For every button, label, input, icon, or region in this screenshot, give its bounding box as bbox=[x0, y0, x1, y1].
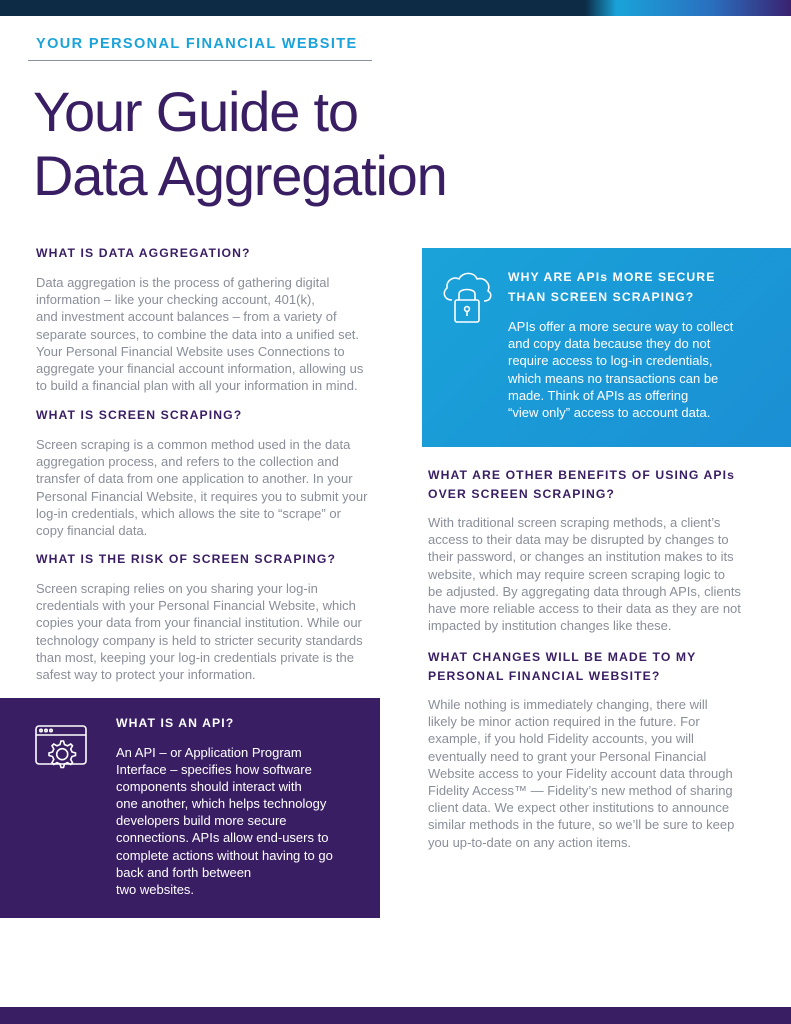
heading-line: WHY ARE APIs MORE SECURE bbox=[508, 270, 716, 284]
section-body-risk-of-scraping bbox=[36, 580, 363, 683]
body-line: than most, keeping your log-in credentials private is the bbox=[36, 649, 354, 665]
section-heading-what-is-aggregation: WHAT IS DATA AGGREGATION? bbox=[36, 246, 251, 260]
body-line: aggregation process, and refers to the collection and bbox=[36, 454, 339, 470]
cloud-lock-icon bbox=[440, 270, 494, 328]
section-body-other-benefits bbox=[428, 514, 741, 634]
body-line: be adjusted. By aggregating data through APIs, clients bbox=[428, 583, 741, 599]
body-line: eventually need to grant your Personal Financial bbox=[428, 748, 707, 764]
body-line: complete actions without having to go bbox=[116, 847, 333, 863]
body-line: credentials with your Personal Financial Website, which bbox=[36, 598, 356, 614]
body-line: similar methods in the future, so we’ll be sure to keep bbox=[428, 817, 735, 833]
body-line: technology company is held to stricter security standards bbox=[36, 632, 363, 648]
body-line: likely be minor action required in the future. For bbox=[428, 714, 700, 730]
heading-line: OVER SCREEN SCRAPING? bbox=[428, 487, 615, 501]
body-line: developers build more secure bbox=[116, 813, 287, 829]
body-line: two websites. bbox=[116, 881, 195, 897]
body-line: and investment account balances – from a variety of bbox=[36, 309, 337, 325]
body-line: you up-to-date on any action items. bbox=[428, 834, 632, 850]
browser-gear-icon bbox=[34, 724, 88, 776]
body-line: made. Think of APIs as offering bbox=[508, 387, 689, 403]
title-line: Data Aggregation bbox=[33, 144, 447, 207]
section-body-what-changes bbox=[428, 696, 734, 851]
body-line: access to their data may be disrupted by changes to bbox=[428, 532, 729, 548]
body-line: Interface – specifies how software bbox=[116, 762, 312, 778]
api-callout-heading: WHAT IS AN API? bbox=[116, 716, 235, 730]
body-line: While nothing is immediately changing, there will bbox=[428, 697, 708, 712]
heading-line: PERSONAL FINANCIAL WEBSITE? bbox=[428, 669, 661, 683]
why-secure-heading bbox=[508, 268, 715, 307]
body-line: Your Personal Financial Website uses Connections to bbox=[36, 343, 345, 359]
body-line: With traditional screen scraping methods, a client’s bbox=[428, 515, 721, 530]
body-line: back and forth between bbox=[116, 864, 252, 880]
heading-line: WHAT CHANGES WILL BE MADE TO MY bbox=[428, 650, 697, 664]
section-heading-other-benefits bbox=[428, 466, 735, 504]
body-line: copies your data from your financial institution. While our bbox=[36, 615, 362, 631]
body-line: impacted by institution changes like these. bbox=[428, 618, 672, 634]
page-kicker: YOUR PERSONAL FINANCIAL WEBSITE bbox=[36, 36, 358, 52]
body-line: log-in credentials, which allows the site to “scrape” or bbox=[36, 505, 341, 521]
body-line: require access to log-in credentials, bbox=[508, 353, 713, 369]
body-line: Website access to your Fidelity account data through bbox=[428, 765, 733, 781]
title-line: Your Guide to bbox=[33, 80, 358, 143]
page-title bbox=[33, 80, 593, 208]
body-line: “view only” access to account data. bbox=[508, 405, 711, 421]
heading-line: WHAT ARE OTHER BENEFITS OF USING APIs bbox=[428, 468, 736, 482]
section-heading-risk-of-scraping: WHAT IS THE RISK OF SCREEN SCRAPING? bbox=[36, 552, 337, 566]
body-line: which means no transactions can be bbox=[508, 370, 719, 386]
body-line: have more reliable access to their data as they are not bbox=[428, 601, 741, 617]
section-heading-what-is-scraping: WHAT IS SCREEN SCRAPING? bbox=[36, 408, 243, 422]
body-line: transfer of data from one application to another. In your bbox=[36, 471, 353, 487]
section-body-what-is-scraping bbox=[36, 436, 367, 539]
body-line: safest way to protect your information. bbox=[36, 667, 256, 683]
body-line: and copy data because they do not bbox=[508, 336, 711, 352]
body-line: Data aggregation is the process of gathering digital bbox=[36, 275, 330, 290]
body-line: Fidelity Access™ — Fidelity’s new method of sharing bbox=[428, 783, 733, 799]
body-line: Screen scraping is a common method used in the data bbox=[36, 437, 351, 452]
body-line: connections. APIs allow end-users to bbox=[116, 830, 329, 846]
kicker-divider bbox=[28, 60, 372, 61]
body-line: copy financial data. bbox=[36, 523, 148, 539]
body-line: example, if you hold Fidelity accounts, you will bbox=[428, 731, 694, 747]
body-line: website, which may require screen scraping logic to bbox=[428, 566, 725, 582]
body-line: separate sources, to combine the data into a unified set. bbox=[36, 326, 360, 342]
body-line: to build a financial plan with all your information in mind. bbox=[36, 378, 358, 394]
top-gradient-bar bbox=[0, 0, 791, 16]
body-line: components should interact with bbox=[116, 779, 302, 795]
body-line: one another, which helps technology bbox=[116, 796, 327, 812]
heading-line: THAN SCREEN SCRAPING? bbox=[508, 289, 695, 304]
section-body-what-is-aggregation bbox=[36, 274, 363, 394]
body-line: aggregate your financial account information, allowing us bbox=[36, 361, 364, 377]
api-callout-body bbox=[116, 744, 333, 898]
bottom-bar bbox=[0, 1007, 791, 1024]
body-line: APIs offer a more secure way to collect bbox=[508, 319, 734, 334]
body-line: An API – or Application Program bbox=[116, 745, 302, 760]
body-line: information – like your checking account, 401(k), bbox=[36, 292, 315, 308]
why-secure-body bbox=[508, 318, 733, 421]
body-line: Personal Financial Website, it requires you to submit your bbox=[36, 488, 368, 504]
body-line: Screen scraping relies on you sharing your log-in bbox=[36, 581, 318, 596]
body-line: client data. We expect other institutions to announce bbox=[428, 800, 730, 816]
section-heading-what-changes bbox=[428, 648, 696, 686]
body-line: their password, or changes an institution makes to its bbox=[428, 549, 734, 565]
